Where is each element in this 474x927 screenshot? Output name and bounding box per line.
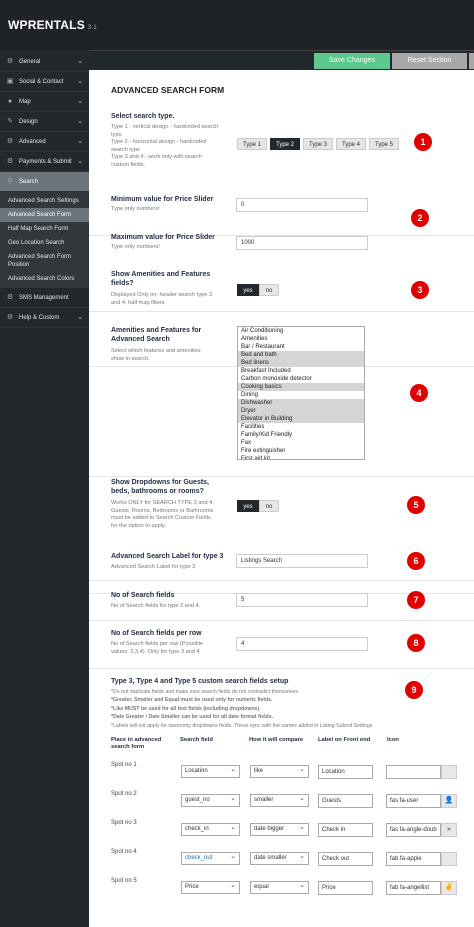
- spot-label: Spot no 1: [111, 762, 137, 768]
- compare-select[interactable]: smaller ⌄: [250, 794, 309, 807]
- icon-preview-button[interactable]: ✌: [441, 881, 457, 895]
- divider: [89, 580, 474, 581]
- show-dropdowns-toggle: [237, 500, 279, 512]
- payment-icon: ⚙: [6, 158, 14, 165]
- chevron-down-icon: ⌄: [77, 78, 83, 85]
- no-fields-desc: No of Search fields for type 3 and 4.: [111, 603, 201, 609]
- submenu-item-colors[interactable]: Advanced Search Colors: [8, 276, 75, 282]
- max-price-desc: Type only numbers!: [111, 244, 160, 250]
- search-type-selector: [237, 138, 399, 150]
- search-field-select[interactable]: check_in ⌄: [181, 823, 240, 836]
- action-bar: [89, 50, 474, 70]
- show-amenities-desc: Displayed Only on: header search type 3 and 4, half map filters.: [111, 292, 213, 306]
- sidebar-item-payments[interactable]: ⚙ Payments & Submit ⌄: [0, 152, 89, 172]
- amenity-option[interactable]: Fire extinguisher: [241, 448, 286, 454]
- front-label-input[interactable]: Price: [318, 881, 373, 895]
- badge-9: 9: [405, 681, 423, 699]
- min-price-input[interactable]: 0: [236, 198, 368, 212]
- sidebar-item-design[interactable]: ✎ Design ⌄: [0, 112, 89, 132]
- spot-label: Spot no 2: [111, 791, 137, 797]
- gear-icon: ⚙: [6, 138, 14, 145]
- amenity-option[interactable]: Bed linens: [238, 359, 364, 367]
- extra-button[interactable]: [469, 53, 474, 69]
- submenu-item-form[interactable]: Advanced Search Form: [0, 208, 89, 222]
- help-gear-icon: ⚙: [6, 314, 14, 321]
- amenity-option[interactable]: Bed and bath: [238, 351, 364, 359]
- amenity-option[interactable]: Elevator in Building: [238, 415, 364, 423]
- badge-6: 6: [407, 552, 425, 570]
- no-option[interactable]: no: [259, 284, 279, 296]
- reset-button[interactable]: Reset Section: [392, 53, 467, 69]
- compare-header: How it will compare: [249, 737, 304, 743]
- badge-2: 2: [411, 209, 429, 227]
- sidebar-item-map[interactable]: ● Map ⌄: [0, 92, 89, 112]
- show-dropdowns-label: Show Dropdowns for Guests, beds, bathrooms or rooms?: [111, 479, 210, 495]
- front-label-input[interactable]: Location: [318, 765, 373, 779]
- show-amenities-label: Show Amenities and Features fields?: [111, 271, 211, 287]
- icon-preview-button[interactable]: [441, 765, 457, 779]
- compare-select[interactable]: date smaller ⌄: [250, 852, 309, 865]
- spot-label: Spot no 3: [111, 820, 137, 826]
- icon-preview-button[interactable]: »: [441, 823, 457, 837]
- max-price-label: Maximum value for Price Slider: [111, 234, 215, 241]
- submenu-item-settings[interactable]: Advanced Search Settings: [8, 198, 79, 204]
- sidebar-item-search[interactable]: ⚲ Search: [0, 172, 89, 192]
- badge-3: 3: [411, 281, 429, 299]
- submenu-item-halfmap[interactable]: Half Map Search Form: [8, 226, 69, 232]
- amenity-option[interactable]: Dryer: [238, 407, 364, 415]
- main-panel: [89, 50, 474, 927]
- sms-gear-icon: ⚙: [6, 294, 14, 301]
- icon-class-input[interactable]: fab fa-angellist: [386, 881, 441, 895]
- chevron-down-icon: ⌄: [77, 118, 83, 125]
- amenity-option[interactable]: First aid kit: [241, 456, 271, 460]
- submenu-item-geo[interactable]: Geo Location Search: [8, 240, 65, 246]
- save-button[interactable]: Save Changes: [314, 53, 390, 69]
- sidebar-item-social[interactable]: ▣ Social & Contact ⌄: [0, 72, 89, 92]
- sidebar: [0, 50, 89, 927]
- divider: [89, 620, 474, 621]
- contact-icon: ▣: [6, 78, 14, 85]
- amenity-option[interactable]: Cooking basics: [238, 383, 364, 391]
- yes-option[interactable]: yes: [237, 500, 259, 512]
- sidebar-item-help[interactable]: ⚙ Help & Custom ⌄: [0, 308, 89, 328]
- front-label-input[interactable]: Guests: [318, 794, 373, 808]
- search-label-desc: Advanced Search Label for type 3: [111, 564, 196, 570]
- amenities-label: Amenities and Features for Advanced Search: [111, 327, 202, 343]
- amenity-option[interactable]: Bar / Restaurant: [241, 344, 285, 350]
- page-title: ADVANCED SEARCH FORM: [111, 85, 225, 95]
- sidebar-item-advanced[interactable]: ⚙ Advanced ⌄: [0, 132, 89, 152]
- divider: [89, 668, 474, 669]
- amenities-desc: Select which features and amenities show in search.: [111, 348, 201, 362]
- map-pin-icon: ●: [7, 98, 13, 105]
- top-bar: [0, 0, 474, 50]
- amenity-option[interactable]: Facilities: [241, 424, 265, 430]
- sidebar-item-sms[interactable]: ⚙ SMS Management: [0, 288, 89, 308]
- show-amenities-toggle: [237, 284, 279, 296]
- amenity-option[interactable]: Amenities: [241, 336, 268, 342]
- badge-8: 8: [407, 634, 425, 652]
- amenity-option[interactable]: Family/Kid Friendly: [241, 432, 293, 438]
- icon-class-input[interactable]: [386, 765, 441, 779]
- search-label-input[interactable]: Listings Search: [236, 554, 368, 568]
- submenu-item-position[interactable]: Advanced Search Form Position: [8, 254, 72, 268]
- compare-select[interactable]: date bigger ⌄: [250, 823, 309, 836]
- search-icon: ⚲: [7, 178, 13, 185]
- per-row-input[interactable]: 4: [236, 637, 368, 651]
- custom-fields-label: Type 3, Type 4 and Type 5 custom search fields setup: [111, 678, 289, 685]
- min-price-label: Minimum value for Price Slider: [111, 196, 214, 203]
- compare-select[interactable]: like ⌄: [250, 765, 309, 778]
- search-label-label: Advanced Search Label for type 3: [111, 553, 224, 560]
- icon-preview-button[interactable]: [441, 852, 457, 866]
- type-1-option[interactable]: Type 1: [237, 138, 267, 150]
- sliders-icon: ⚙: [6, 58, 14, 65]
- search-type-label: Select search type.: [111, 113, 175, 120]
- front-label-input[interactable]: Check out: [318, 852, 373, 866]
- badge-5: 5: [407, 496, 425, 514]
- search-field-select[interactable]: Location ⌄: [181, 765, 240, 778]
- type-3-option[interactable]: Type 3: [303, 138, 333, 150]
- icon-preview-button[interactable]: 👤: [441, 794, 457, 808]
- search-type-desc: Type 1 - vertical design - hardcoded search type Type 2 - horizontal design - hardcoded search type Type 3 and 4 - work only with search custom fields.: [111, 124, 219, 168]
- amenity-option[interactable]: Air Conditioning: [241, 328, 284, 334]
- badge-1: 1: [414, 133, 432, 151]
- type-2-option[interactable]: Type 2: [270, 138, 300, 150]
- search-field-select[interactable]: guest_no ⌄: [181, 794, 240, 807]
- icon-class-input[interactable]: fab fa-apple: [386, 852, 441, 866]
- custom-fields-notes: *Do not duplicate fields and make sure search fields do not contradict themselves. *Greater, Smaller and Equal must be used only for numeric fields. *Like MUST be used for all text fields (including dropdowns) *Date Greater / Date Smaller can be used for all date format fields. *Labels will not apply for taxonomy dropdowns fields. These sync with the names added in Listing Submit Settings: [111, 689, 373, 729]
- type-4-option[interactable]: Type 4: [336, 138, 366, 150]
- no-fields-label: No of Search fields: [111, 592, 175, 599]
- badge-7: 7: [407, 591, 425, 609]
- amenity-option[interactable]: Dishwasher: [238, 399, 364, 407]
- chevron-down-icon: ⌄: [77, 314, 83, 321]
- no-option[interactable]: no: [259, 500, 279, 512]
- chevron-down-icon: ⌄: [77, 138, 83, 145]
- label-header: Label on Front end: [318, 737, 371, 743]
- per-row-label: No of Search fields per row: [111, 630, 202, 637]
- pencil-icon: ✎: [7, 118, 13, 125]
- brand-logo: WPRENTALS 3.1: [8, 18, 97, 32]
- chevron-down-icon: ⌄: [77, 58, 83, 65]
- type-5-option[interactable]: Type 5: [369, 138, 399, 150]
- amenity-option[interactable]: Dining: [241, 392, 259, 398]
- chevron-down-icon: ⌄: [77, 158, 83, 165]
- chevron-down-icon: ⌄: [77, 98, 83, 105]
- search-submenu: [0, 192, 89, 288]
- search-field-select[interactable]: Price ⌄: [181, 881, 240, 894]
- yes-option[interactable]: yes: [237, 284, 259, 296]
- show-dropdowns-desc: Works ONLY for SEARCH TYPE 3 and 4. Guests, Rooms, Bedrooms or Bathrooms must be added to Search Custom Fields for the option to apply.: [111, 500, 214, 529]
- spot-label: Spot no 4: [111, 849, 137, 855]
- front-label-input[interactable]: Check in: [318, 823, 373, 837]
- spot-label: Spot no 5: [111, 878, 137, 884]
- field-header: Search field: [180, 737, 213, 743]
- no-fields-input[interactable]: 5: [236, 593, 368, 607]
- sidebar-item-general[interactable]: ⚙ General ⌄: [0, 52, 89, 72]
- max-price-input[interactable]: 1000: [236, 236, 368, 250]
- icon-class-input[interactable]: fas fa-user: [386, 794, 441, 808]
- min-price-desc: Type only numbers!: [111, 206, 160, 212]
- badge-4: 4: [410, 384, 428, 402]
- icon-header: Icon: [387, 737, 399, 743]
- search-field-select[interactable]: check_out ⌄: [181, 852, 240, 865]
- amenity-option[interactable]: Carbon monoxide detector: [241, 376, 312, 382]
- amenity-option[interactable]: Breakfast Included: [241, 368, 291, 374]
- compare-select[interactable]: equal ⌄: [250, 881, 309, 894]
- per-row-desc: No of Search fields per row (Possible values: 2,3,4). Only for type 3 and 4: [111, 641, 204, 655]
- place-header: Place in advanced search form: [111, 737, 162, 750]
- amenity-option[interactable]: Fax: [241, 440, 252, 446]
- icon-class-input[interactable]: fas fa-angle-doub: [386, 823, 441, 837]
- amenities-multiselect[interactable]: [237, 326, 365, 460]
